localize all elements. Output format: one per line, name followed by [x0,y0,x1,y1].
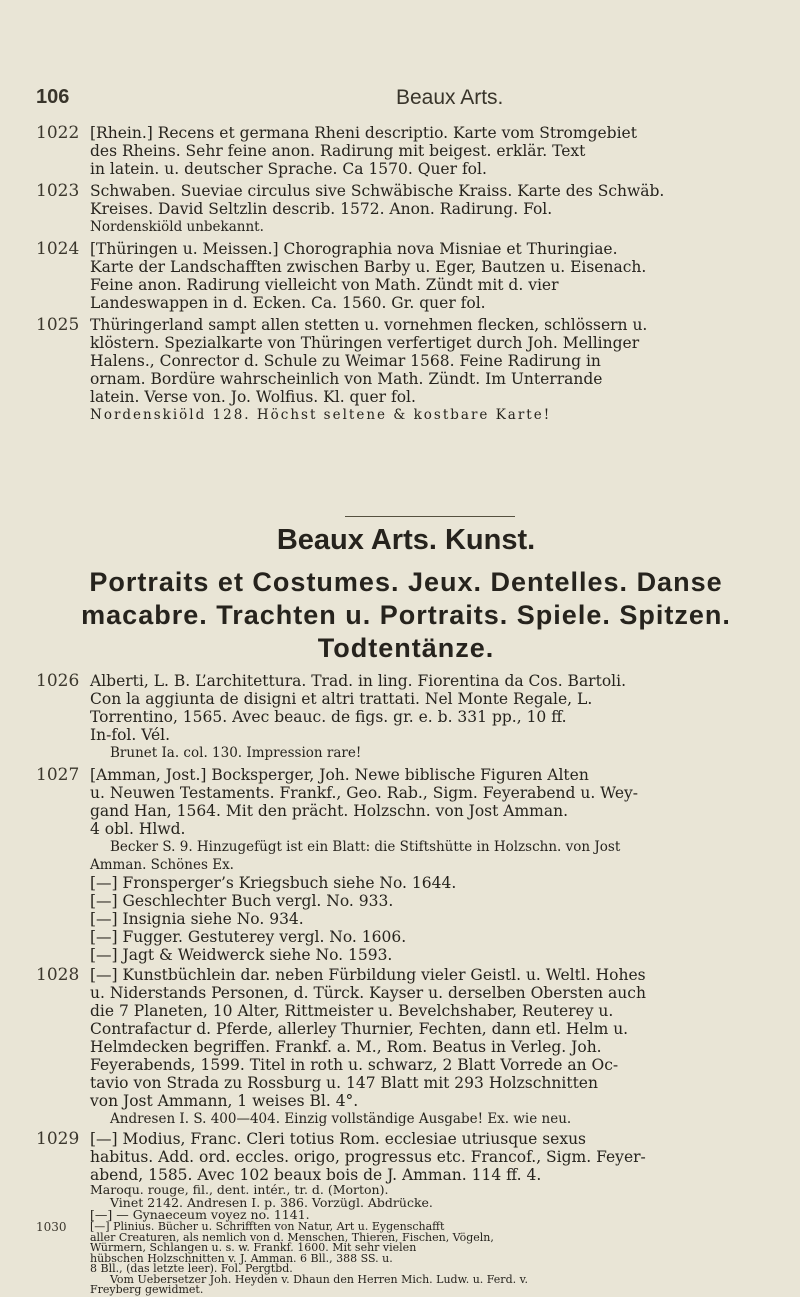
catalogue-entry [36,316,776,424]
entry-line: latein. Verse von. Jo. Wolfius. Kl. quer fol. [90,388,416,406]
catalogue-entry [36,766,776,964]
catalogue-entry [36,966,776,1128]
entry-line: von Jost Ammann, 1 weises Bl. 4°. [90,1092,359,1110]
entry-line: Kreises. David Seltzlin describ. 1572. Anon. Radirung. Fol. [90,200,553,218]
entry-note: Nordenskiöld 128. Höchst seltene & kostbare Karte! [90,407,552,423]
entry-note: Vom Uebersetzer Joh. Heyden v. Dhaun den Herren Mich. Ludw. u. Ferd. v. [110,1272,529,1286]
entry-line: Feine anon. Radirung vielleicht von Math. Zündt mit d. vier [90,276,559,294]
entry-line: In-fol. Vél. [90,726,171,744]
entry-line: u. Niderstands Personen, d. Türck. Kayser u. derselben Obersten auch [90,984,646,1002]
cross-reference: [—] Insignia siehe No. 934. [90,910,304,928]
entry-line: in latein. u. deutscher Sprache. Ca 1570. Quer fol. [90,160,487,178]
entry-line: Thüringerland sampt allen stetten u. vornehmen flecken, schlössern u. [90,316,648,334]
entry-line: gand Han, 1564. Mit den prächt. Holzschn. von Jost Amman. [90,802,569,820]
subtitle-line: Portraits et Costumes. Jeux. Dentelles. Danse [89,567,723,597]
entry-line: [Thüringen u. Meissen.] Chorographia nova Misniae et Thuringiae. [90,240,618,258]
catalogue-entry [36,1222,776,1296]
page-header [36,86,776,114]
entry-note: Nordenskiöld unbekannt. [90,219,264,235]
entry-line: Con la aggiunta de disigni et altri trattati. Nel Monte Regale, L. [90,690,593,708]
cross-reference: [—] Fugger. Gestuterey vergl. No. 1606. [90,928,407,946]
entry-number: 1028 [36,965,80,985]
subtitle-line: macabre. Trachten u. Portraits. Spiele. Spitzen. [81,600,731,630]
entry-line: ornam. Bordüre wahrscheinlich von Math. Zündt. Im Unterrande [90,370,603,388]
entry-line: Halens., Conrector d. Schule zu Weimar 1568. Feine Radirung in [90,352,601,370]
entry-line: Contrafactur d. Pferde, allerley Thurnier, Fechten, dann etl. Helm u. [90,1020,629,1038]
entry-line: tavio von Strada zu Rossburg u. 147 Blatt mit 293 Holzschnitten [90,1074,598,1092]
entry-number: 1030 [36,1220,67,1234]
entry-note: Becker S. 9. Hinzugefügt ist ein Blatt: die Stiftshütte in Holzschn. von Jost [110,839,621,855]
subtitle-line: Todtentänze. [317,633,495,663]
entry-line: [Amman, Jost.] Bocksperger, Joh. Newe biblische Figuren Alten [90,766,589,784]
entry-line: Torrentino, 1565. Avec beauc. de figs. gr. e. b. 331 pp., 10 ff. [90,708,567,726]
entry-number: 1027 [36,765,80,785]
entry-number: 1026 [36,671,80,691]
catalogue-entry-continued [36,1184,776,1222]
entry-line: Feyerabends, 1599. Titel in roth u. schwarz, 2 Blatt Vorrede an Oc- [90,1056,619,1074]
entry-line: [—] Kunstbüchlein dar. neben Fürbildung vieler Geistl. u. Weltl. Hohes [90,966,646,984]
entry-line: habitus. Add. ord. eccles. origo, progressus etc. Francof., Sigm. Feyer- [90,1148,646,1166]
catalogue-entry [36,182,776,236]
entry-number: 1029 [36,1129,80,1149]
entry-number: 1025 [36,315,80,335]
entry-line: des Rheins. Sehr feine anon. Radirung mit beigest. erklär. Text [90,142,586,160]
catalogue-entry [36,240,776,312]
section-title: Beaux Arts. Kunst. [276,524,536,556]
catalogue-entry [36,672,776,762]
entry-number: 1022 [36,123,80,143]
entry-number: 1023 [36,181,80,201]
cross-reference: [—] Fronsperger’s Kriegsbuch siehe No. 1644. [90,874,457,892]
entry-line: Karte der Landschafften zwischen Barby u. Eger, Bautzen u. Eisenach. [90,258,647,276]
entry-note: Brunet Ia. col. 130. Impression rare! [110,745,362,761]
section-divider [345,516,515,517]
cross-reference: [—] Geschlechter Buch vergl. No. 933. [90,892,394,910]
entry-line: [—] Plinius. Bücher u. Schrifften von Natur, Art u. Eygenschafft [90,1220,445,1233]
entry-note: Freyberg gewidmet. [90,1283,204,1296]
entry-line: u. Neuwen Testaments. Frankf., Geo. Rab., Sigm. Feyerabend u. Wey- [90,784,639,802]
entry-line: Alberti, L. B. L’architettura. Trad. in ling. Fiorentina da Cos. Bartoli. [90,672,626,690]
entry-line: die 7 Planeten, 10 Alter, Rittmeister u. Bevelchshaber, Reuterey u. [90,1002,614,1020]
entry-note: Vinet 2142. Andresen I. p. 386. Vorzügl. Abdrücke. [110,1194,433,1210]
entry-line: abend, 1585. Avec 102 beaux bois de J. Amman. 114 ff. 4. [90,1166,542,1184]
running-title: Beaux Arts. [396,86,504,109]
entry-line: klöstern. Spezialkarte von Thüringen verfertiget durch Joh. Mellinger [90,334,640,352]
entry-number: 1024 [36,239,80,259]
cross-reference: [—] Jagt & Weidwerck siehe No. 1593. [90,946,393,964]
catalogue-entry [36,1130,776,1184]
cross-reference: [—] — Gynaeceum voyez no. 1141. [90,1207,310,1222]
entry-line: 4 obl. Hlwd. [90,820,186,838]
entry-note: Andresen I. S. 400—404. Einzig vollständige Ausgabe! Ex. wie neu. [110,1111,572,1127]
catalogue-entry [36,124,776,178]
entry-line: aller Creaturen, als nemlich von d. Menschen, Thieren, Fischen, Vögeln, [90,1230,494,1244]
entry-line: Maroqu. rouge, fil., dent. intér., tr. d. (Morton). [90,1182,389,1197]
entry-note: Amman. Schönes Ex. [90,857,234,873]
entry-line: Schwaben. Sueviae circulus sive Schwäbische Kraiss. Karte des Schwäb. [90,182,665,200]
entry-line: [—] Modius, Franc. Cleri totius Rom. ecclesiae utriusque sexus [90,1130,587,1148]
entry-line: Würmern, Schlangen u. s. w. Frankf. 1600. Mit sehr vielen [90,1241,417,1254]
entry-line: 8 Bll., (das letzte leer). Fol. Pergtbd. [90,1262,293,1275]
page-number: 106 [36,86,70,108]
entry-line: hübschen Holzschnitten v. J. Amman. 6 Bll., 388 SS. u. [90,1251,393,1265]
entry-line: [Rhein.] Recens et germana Rheni descriptio. Karte vom Stromgebiet [90,124,637,142]
entry-line: Helmdecken begriffen. Frankf. a. M., Rom. Beatus in Verleg. Joh. [90,1038,602,1056]
section-subtitle [36,566,776,665]
entry-line: Landeswappen in d. Ecken. Ca. 1560. Gr. quer fol. [90,294,486,312]
